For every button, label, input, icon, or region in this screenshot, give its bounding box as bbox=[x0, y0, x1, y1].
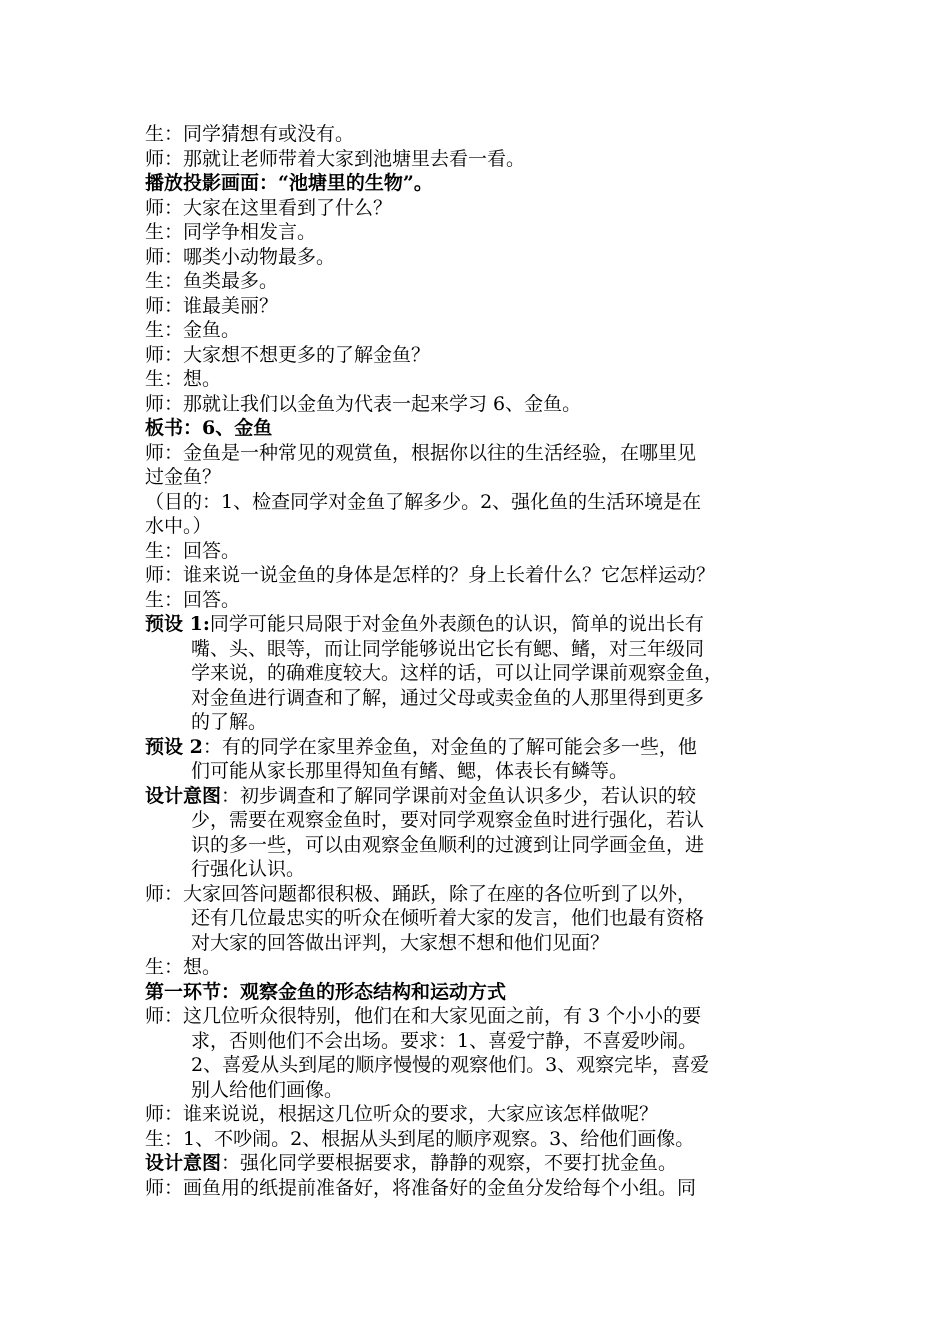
text-line: 师：谁来说说，根据这几位听众的要求，大家应该怎样做呢？ bbox=[145, 1103, 659, 1125]
text-line: 师：谁最美丽？ bbox=[145, 294, 279, 317]
preset-label: 预设 2 bbox=[145, 735, 203, 758]
design-intent-text: ：初步调查和了解同学课前对金鱼认识多少，若认识的较 bbox=[221, 784, 697, 807]
preset-paragraph-line bbox=[145, 735, 817, 760]
text-line: 学来说，的确难度较大。这样的话，可以让同学课前观察金鱼， bbox=[191, 662, 724, 684]
text-line: 师：哪类小动物最多。 bbox=[145, 245, 336, 268]
design-intent-text: ：强化同学要根据要求，静静的观察，不要打扰金鱼。 bbox=[221, 1152, 678, 1174]
design-intent-line bbox=[145, 1151, 817, 1176]
design-intent-label: 设计意图 bbox=[145, 784, 222, 807]
text-line: 生：想。 bbox=[145, 956, 222, 978]
text-line: 师：金鱼是一种常见的观赏鱼，根据你以往的生活经验，在哪里见 bbox=[145, 441, 697, 464]
design-intent-label: 设计意图 bbox=[145, 1152, 222, 1174]
design-intent-line bbox=[145, 784, 817, 809]
text-line: 师：画鱼用的纸提前准备好，将准备好的金鱼分发给每个小组。同 bbox=[145, 1176, 697, 1199]
text-line: 行强化认识。 bbox=[191, 858, 306, 880]
text-line: 少，需要在观察金鱼时，要对同学观察金鱼时进行强化，若认 bbox=[191, 809, 705, 831]
text-line: （目的：1、检查同学对金鱼了解多少。2、强化鱼的生活环境是在 bbox=[145, 490, 702, 513]
text-line: 识的多一些，可以由观察金鱼顺利的过渡到让同学画金鱼，进 bbox=[191, 833, 705, 856]
text-line: 求，否则他们不会出场。要求：1、喜爱宁静，不喜爱吵闹。 bbox=[191, 1029, 698, 1052]
text-line: 师：大家想不想更多的了解金鱼？ bbox=[145, 343, 431, 366]
text-line: 师：大家在这里看到了什么？ bbox=[145, 196, 393, 219]
text-line: 生：同学争相发言。 bbox=[145, 221, 317, 243]
text-line: 师：这几位听众很特别，他们在和大家见面之前，有 3 个小小的要 bbox=[145, 1005, 702, 1027]
text-line: 还有几位最忠实的听众在倾听着大家的发言，他们也最有资格 bbox=[191, 907, 705, 929]
document-page bbox=[145, 122, 817, 1200]
text-line: 师：大家回答问题都很积极、踊跃，除了在座的各位听到了以外， bbox=[145, 882, 697, 905]
text-line: 生：回答。 bbox=[145, 539, 241, 562]
text-line: 生：鱼类最多。 bbox=[145, 270, 279, 292]
preset-label: 预设 1: bbox=[145, 613, 210, 635]
text-line: 对大家的回答做出评判，大家想不想和他们见面？ bbox=[191, 931, 610, 954]
section-heading: 播放投影画面：“池塘里的生物”。 bbox=[145, 172, 433, 194]
text-line: 对金鱼进行调查和了解，通过父母或卖金鱼的人那里得到更多 bbox=[191, 686, 705, 709]
text-line: 生：同学猜想有或没有。 bbox=[145, 123, 355, 145]
preset-paragraph-line bbox=[145, 612, 817, 637]
text-line: 过金鱼？ bbox=[145, 466, 222, 488]
text-line: 生：回答。 bbox=[145, 588, 241, 611]
section-heading: 板书：6、金鱼 bbox=[145, 417, 273, 439]
text-line: 2、喜爱从头到尾的顺序慢慢的观察他们。3、观察完毕，喜爱 bbox=[191, 1054, 710, 1076]
preset-text: ：有的同学在家里养金鱼，对金鱼的了解可能会多一些，他 bbox=[202, 735, 697, 758]
text-line: 别人给他们画像。 bbox=[191, 1078, 344, 1101]
text-line: 生：金鱼。 bbox=[145, 319, 241, 341]
text-line: 生：想。 bbox=[145, 368, 222, 390]
preset-text: 同学可能只局限于对金鱼外表颜色的认识，简单的说出长有 bbox=[209, 613, 704, 635]
text-line: 师：那就让我们以金鱼为代表一起来学习 6、金鱼。 bbox=[145, 392, 582, 415]
text-line: 的了解。 bbox=[191, 711, 268, 733]
text-line: 们可能从家长那里得知鱼有鳍、鳃，体表长有鳞等。 bbox=[191, 760, 629, 782]
text-line: 嘴、头、眼等，而让同学能够说出它长有鳃、鳍，对三年级同 bbox=[191, 637, 705, 660]
section-heading: 第一环节：观察金鱼的形态结构和运动方式 bbox=[145, 980, 507, 1003]
text-line: 师：谁来说一说金鱼的身体是怎样的？身上长着什么？它怎样运动？ bbox=[145, 564, 716, 586]
text-line: 生：1、不吵闹。2、根据从头到尾的顺序观察。3、给他们画像。 bbox=[145, 1127, 695, 1150]
text-line: 师：那就让老师带着大家到池塘里去看一看。 bbox=[145, 147, 526, 170]
text-line: 水中。） bbox=[145, 515, 212, 537]
